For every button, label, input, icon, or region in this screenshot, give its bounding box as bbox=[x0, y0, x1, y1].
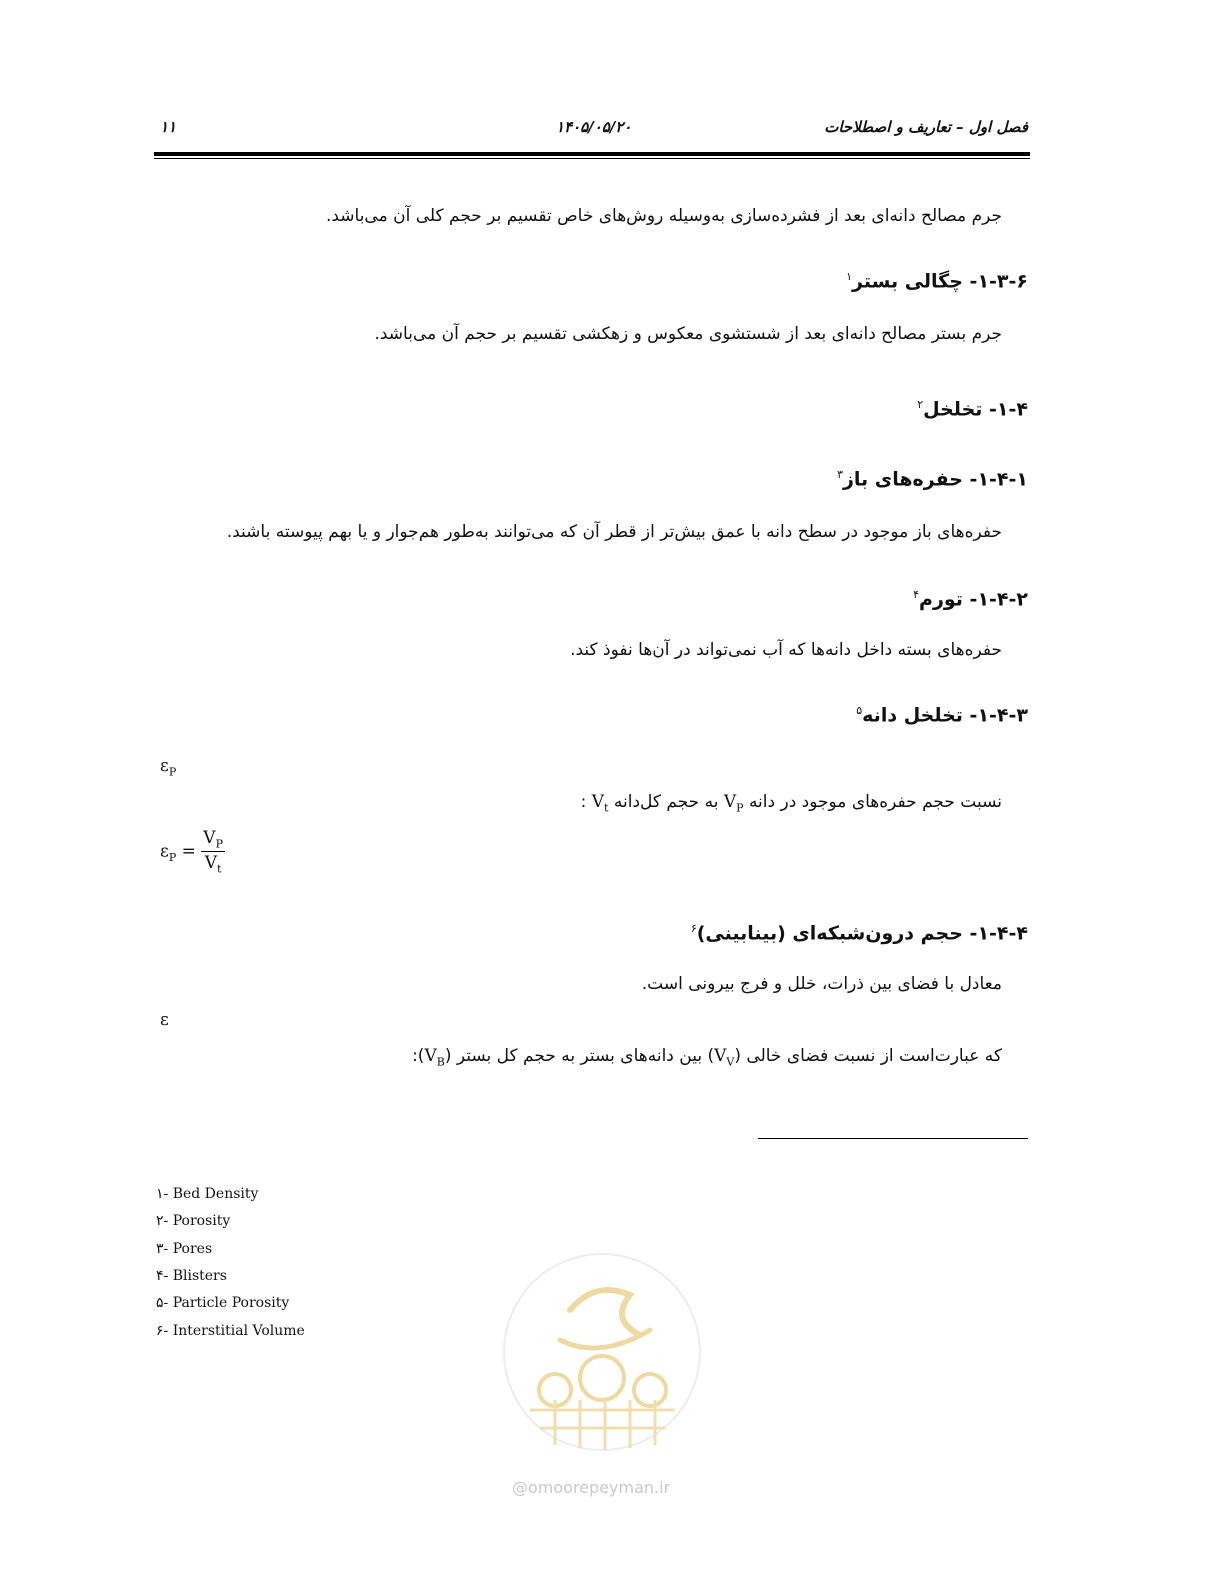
particle-porosity-paragraph: نسبت حجم حفره‌های موجود در دانه $V_P$ به حجم کل‌دانه $V_t$ : bbox=[580, 792, 1002, 815]
heading-bed-density bbox=[846, 270, 1028, 292]
watermark-caption: @omoorepeyman.ir bbox=[512, 1478, 671, 1497]
heading-particle-porosity bbox=[856, 704, 1028, 726]
bed-density-paragraph: جرم بستر مصالح دانه‌ای بعد از شستشوی معکوس و زهکشی تقسیم بر حجم آن می‌باشد. bbox=[374, 324, 1002, 344]
footnote-item: ۴- Blisters bbox=[156, 1268, 227, 1284]
footnote-separator bbox=[758, 1138, 1028, 1139]
heading-pores bbox=[837, 468, 1028, 490]
header-rule-thick bbox=[154, 152, 1030, 156]
vb-symbol: $V_B$ bbox=[424, 1046, 445, 1069]
epsilon-symbol: ε bbox=[160, 1010, 169, 1030]
epsilon-p-symbol: $\varepsilon_P$ bbox=[160, 756, 177, 779]
vt-symbol: $V_t$ bbox=[591, 792, 609, 815]
heading-text: ۱-۴- تخلخل bbox=[923, 398, 1028, 421]
footnote-ref: ۵ bbox=[856, 704, 863, 717]
footnote-ref: ۲ bbox=[917, 398, 924, 411]
vp-symbol: $V_P$ bbox=[723, 792, 744, 815]
footnote-item: ۳- Pores bbox=[156, 1241, 213, 1257]
heading-text: ۱-۴-۳- تخلخل دانه bbox=[862, 704, 1028, 727]
footnote-ref: ۱ bbox=[846, 270, 853, 283]
vv-symbol: $V_V$ bbox=[714, 1046, 735, 1069]
blisters-paragraph: حفره‌های بسته داخل دانه‌ها که آب نمی‌تواند در آن‌ها نفوذ کند. bbox=[570, 640, 1002, 660]
footnote-ref: ۴ bbox=[913, 588, 920, 601]
header-rule-thin bbox=[154, 158, 1030, 159]
footnote-ref: ۶ bbox=[690, 922, 697, 935]
heading-text: ۱-۴-۱- حفره‌های باز bbox=[842, 468, 1028, 491]
heading-text: ۱-۴-۴- حجم درون‌شبکه‌ای (بینابینی) bbox=[696, 922, 1028, 945]
footnote-ref: ۳ bbox=[837, 468, 843, 481]
footnote-item: ۲- Porosity bbox=[156, 1213, 231, 1229]
pores-paragraph: حفره‌های باز موجود در سطح دانه با عمق بیش‌تر از قطر آن که می‌توانند به‌طور هم‌جوار و یا بهم پیوسته باشند. bbox=[226, 522, 1002, 542]
heading-text: ۱-۴-۲- تورم bbox=[919, 588, 1028, 611]
footnote-item: ۱- Bed Density bbox=[156, 1186, 259, 1202]
heading-porosity bbox=[917, 398, 1028, 420]
watermark-seal-icon bbox=[500, 1250, 705, 1455]
fraction: $\frac{V_P}{V_t}$ bbox=[203, 828, 223, 876]
header-date: ۱۴۰۵/۰۵/۲۰ bbox=[556, 118, 632, 136]
heading-interstitial-volume bbox=[691, 922, 1028, 944]
footnote-item: ۶- Interstitial Volume bbox=[156, 1323, 305, 1339]
footnote-item: ۵- Particle Porosity bbox=[156, 1295, 290, 1311]
page-number: ۱۱ bbox=[160, 118, 177, 136]
chapter-title: فصل اول – تعاریف و اصطلاحات bbox=[824, 118, 1028, 136]
void-ratio-paragraph: که عبارت‌است از نسبت فضای خالی $(V_V)$ بین دانه‌های بستر به حجم کل بستر $(V_B)$: bbox=[412, 1046, 1002, 1069]
particle-porosity-formula: $\varepsilon_P$ = $\frac{V_P}{V_t}$ bbox=[160, 828, 223, 876]
interstitial-paragraph: معادل با فضای بین ذرات، خلل و فرج بیرونی است. bbox=[641, 974, 1002, 994]
intro-paragraph: جرم مصالح دانه‌ای بعد از فشرده‌سازی به‌وسیله روش‌های خاص تقسیم بر حجم کلی آن می‌باشد. bbox=[325, 206, 1002, 226]
heading-blisters bbox=[913, 588, 1028, 610]
heading-text: ۱-۳-۶- چگالی بستر bbox=[852, 270, 1028, 293]
